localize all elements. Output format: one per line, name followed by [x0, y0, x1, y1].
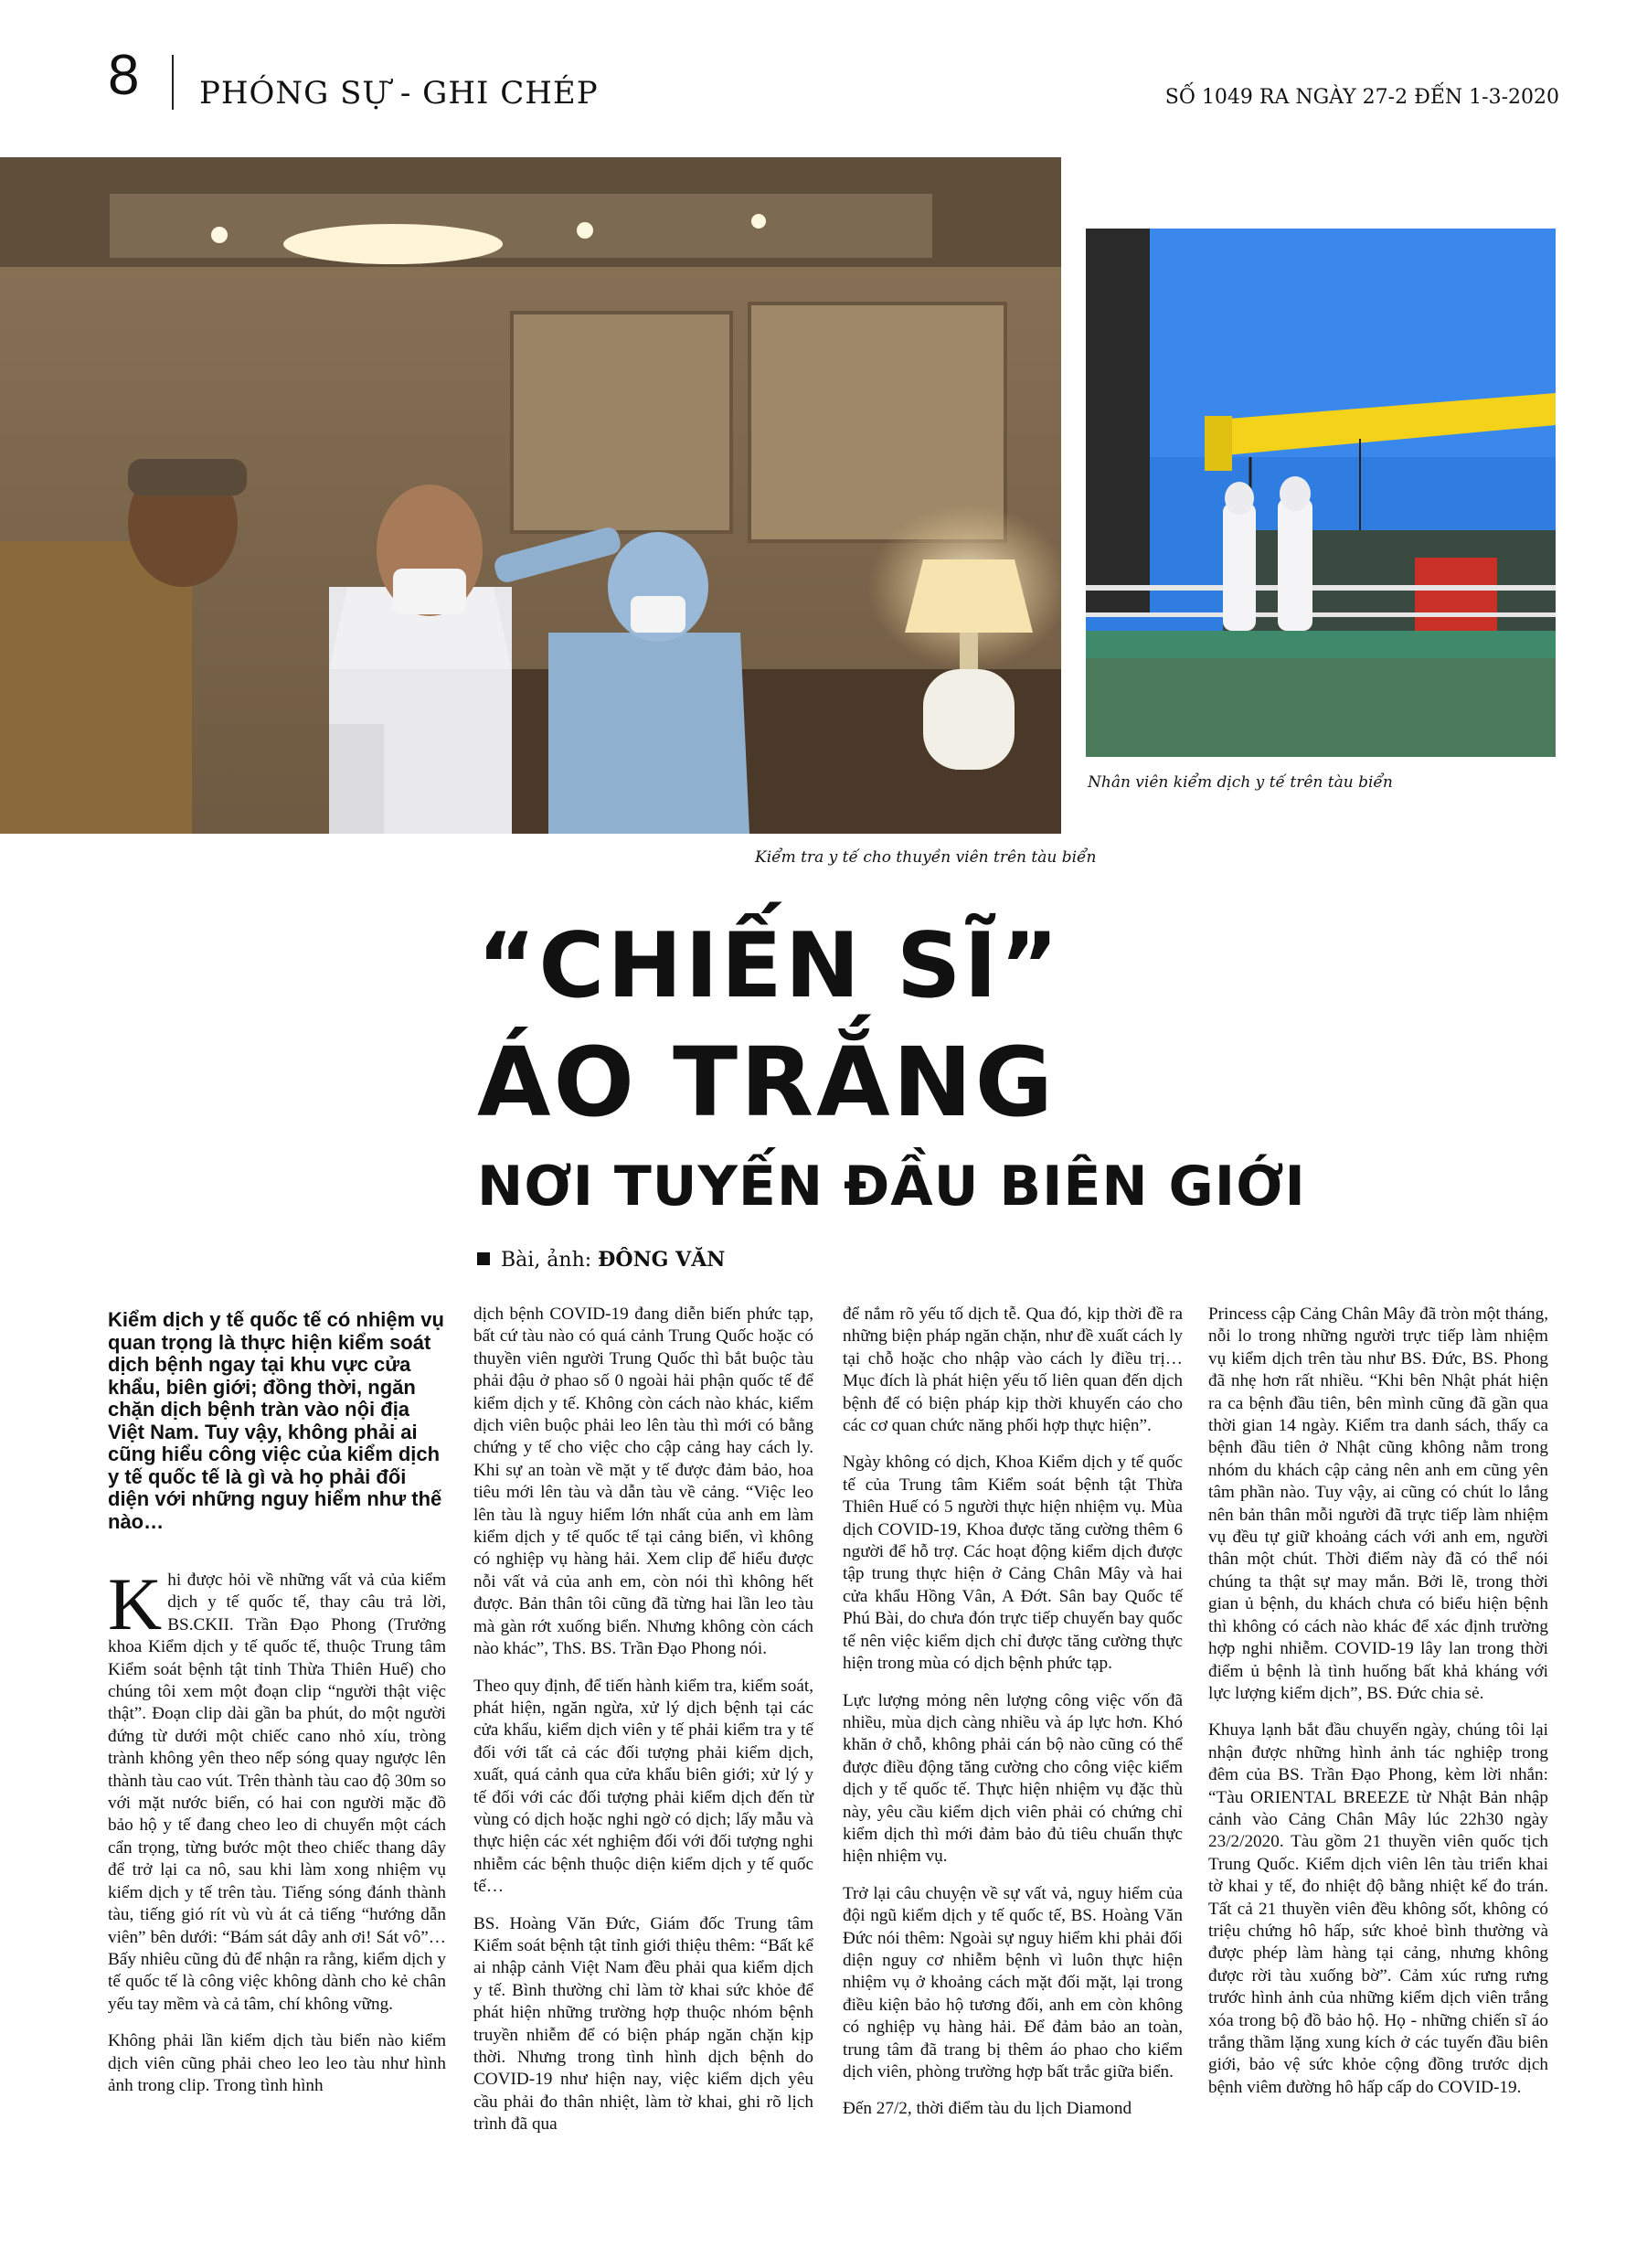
article-column-4: [1208, 1304, 1548, 2114]
article-column-3: [843, 1304, 1183, 2135]
byline-author: ĐÔNG VĂN: [598, 1248, 726, 1272]
headline-line-2: ÁO TRẮNG: [477, 1027, 1057, 1138]
article-paragraph: để nắm rõ yếu tố dịch tễ. Qua đó, kịp thời đề ra những biện pháp ngăn chặn, như đề xuất cách ly tại chỗ hoặc cho nhập vào cách ly điều trị… Mục đích là phát hiện yếu tố liên quan đến dịch bệnh để có biện pháp kịp thời khuyến cáo cho các cơ quan chức năng phối hợp thực hiện”.: [843, 1304, 1183, 1436]
headline-line-3: NƠI TUYẾN ĐẦU BIÊN GIỚI: [477, 1155, 1306, 1219]
headline-line-1: “CHIẾN SĨ”: [477, 914, 1062, 1018]
article-paragraph: Ngày không có dịch, Khoa Kiểm dịch y tế quốc tế của Trung tâm Kiểm soát bệnh tật Thừa Thiên Huế có 5 người thực hiện nhiệm vụ. Mùa dịch COVID-19, Khoa được tăng cường thêm 6 người để hỗ trợ. Các hoạt động kiểm dịch được tập trung thực hiện ở Cảng Chân Mây và hai cửa khẩu Hồng Vân, A Đớt. Sân bay Quốc tế Phú Bài, do chưa đón trực tiếp chuyến bay quốc tế nên việc kiểm dịch chỉ được tăng cường thực hiện trong mùa có dịch bệnh phức tạp.: [843, 1453, 1183, 1674]
photo-ship-deck: [1086, 229, 1556, 757]
article-column-1: [108, 1309, 446, 2112]
page-number: 8: [108, 44, 140, 107]
article-paragraph: Trở lại câu chuyện về sự vất vả, nguy hiểm của đội ngũ kiểm dịch y tế quốc tế, BS. Hoàng Văn Đức nói thêm: Ngoài sự nguy hiểm khi phải đối diện nguy cơ nhiễm bệnh vì luôn thực hiện nhiệm vụ ở khoảng cách mặt đối mặt, lại trong điều kiện bảo hộ tương đối, anh em còn không có nghiệp vụ hàng hải. Để đảm bảo an toàn, trung tâm đã trang bị thêm áo phao cho kiểm dịch viên, phòng trường hợp bất trắc giữa biển.: [843, 1883, 1183, 2082]
article-paragraph: [108, 1562, 446, 2016]
caption-main-photo: Kiểm tra y tế cho thuyền viên trên tàu biển: [755, 848, 1097, 867]
issue-info: SỐ 1049 RA NGÀY 27-2 ĐẾN 1-3-2020: [1164, 86, 1559, 109]
article-column-2: [473, 1304, 813, 2151]
byline-label: Bài, ảnh:: [501, 1249, 592, 1272]
article-paragraph: Theo quy định, để tiến hành kiểm tra, kiểm soát, phát hiện, ngăn ngừa, xử lý dịch bệnh tại các cửa khẩu, kiểm dịch viên y tế phải kiểm tra y tế đối với tất cả các đối tượng phải kiểm dịch, xuất, quá cảnh qua cửa khẩu biên giới; xử lý y tế đối với các đối tượng phải kiểm dịch đến từ vùng có dịch hoặc nghi ngờ có dịch; lấy mẫu và thực hiện các xét nghiệm đối với đối tượng nghi nhiễm các bệnh thuộc diện kiểm dịch y tế quốc tế…: [473, 1676, 813, 1897]
bullet-square-icon: [477, 1252, 490, 1265]
byline: [477, 1248, 725, 1272]
article-paragraph: BS. Hoàng Văn Đức, Giám đốc Trung tâm Kiểm soát bệnh tật tỉnh giới thiệu thêm: “Bất kể ai nhập cảnh Việt Nam đều phải qua kiểm dịch y tế. Bình thường chỉ làm tờ khai sức khỏe để phát hiện những trường hợp thuộc nhóm bệnh truyền nhiễm để có biện pháp ngăn chặn kịp thời. Nhưng trong tình hình dịch bệnh do COVID-19 như hiện nay, việc kiểm dịch yêu cầu phải đo thân nhiệt, làm tờ khai, ghi rõ lịch trình đã qua: [473, 1913, 813, 2135]
article-paragraph: Khuya lạnh bắt đầu chuyến ngày, chúng tôi lại nhận được những hình ảnh tác nghiệp trong đêm của BS. Trần Đạo Phong, kèm lời nhắn: “Tàu ORIENTAL BREEZE từ Nhật Bản nhập cảnh vào Cảng Chân Mây lúc 22h30 ngày 23/2/2020. Tàu gồm 21 thuyền viên quốc tịch Trung Quốc. Kiểm dịch viên lên tàu triển khai tờ khai y tế, đo nhiệt độ bằng nhiệt kế đo trán. Tất cả 21 thuyền viên đều không sốt, không có triệu chứng hô hấp, sức khoẻ bình thường và được phép làm hàng tại cảng, nhưng không được rời tàu xuống bờ”. Cảm xúc rưng rưng trước hình ảnh của những kiểm dịch viên trắng xóa trong bộ đồ bảo hộ. Họ - những chiến sĩ áo trắng thầm lặng xung kích ở các tuyến đầu biên giới, bảo vệ sức khỏe cộng đồng trước dịch bệnh viêm đường hô hấp cấp do COVID-19.: [1208, 1720, 1548, 2097]
article-paragraph: dịch bệnh COVID-19 đang diễn biến phức tạp, bất cứ tàu nào có quá cảnh Trung Quốc hoặc có thuyền viên người Trung Quốc thì bắt buộc tàu phải đậu ở phao số 0 ngoài hải phận quốc tế để kiểm dịch y tế. Không còn cách nào khác, kiểm dịch viên buộc phải leo lên tàu thì mới có bằng chứng y tế cho việc cho cập cảng hay cách ly. Khi sự an toàn về mặt y tế được đảm bảo, hoa tiêu mới lên tàu và dẫn tàu về cảng. “Việc leo lên tàu là nguy hiểm lớn nhất của anh em làm kiểm dịch y tế quốc tế tại cảng biển, vì không có nghiệp vụ hàng hải. Xem clip để hiểu được nỗi vất vả của anh em, còn nói thì không hết được. Bản thân tôi cũng đã từng hai lần leo tàu mà gàn rớt xuống biển. Nhưng không còn cách nào khác”, ThS. BS. Trần Đạo Phong nói.: [473, 1304, 813, 1659]
article-paragraph: Princess cập Cảng Chân Mây đã tròn một tháng, nỗi lo trong những người trực tiếp làm nhiệm vụ kiểm dịch trên tàu như BS. Đức, BS. Phong đã nhẹ hơn rất nhiều. “Khi bên Nhật phát hiện ra ca bệnh đầu tiên, bên mình cũng đã gần qua thời gian 14 ngày. Kiểm tra danh sách, thấy ca bệnh đầu tiên ở Nhật cũng không nằm trong nhóm du khách cập cảng nên anh em cũng yên tâm phần nào. Tuy vậy, ai cũng có chút lo lắng nên bản thân mỗi người đã trực tiếp làm nhiệm vụ đều tự giữ khoảng cách với anh em, người thân một chút. Thời điểm này đã có thể nói chúng ta thật sự may mắn. Bởi lẽ, trong thời gian ủ bệnh, du khách chưa có biểu hiện bệnh thì không có cách nào khác để xác định trường hợp nghi nhiễm. COVID-19 lây lan trong thời điểm ủ bệnh là tình huống bất khả kháng với lực lượng kiểm dịch”, BS. Đức chia sẻ.: [1208, 1304, 1548, 1703]
section-title: PHÓNG SỰ - GHI CHÉP: [199, 75, 599, 112]
article-lead: Kiểm dịch y tế quốc tế có nhiệm vụ quan trọng là thực hiện kiểm soát dịch bệnh ngay tại khu vực cửa khẩu, biên giới; đồng thời, ngăn chặn dịch bệnh tràn vào nội địa Việt Nam. Tuy vậy, không phải ai cũng hiểu công việc của kiểm dịch y tế quốc tế là gì và họ phải đối diện với những nguy hiểm như thế nào…: [108, 1308, 444, 1533]
drop-cap: K: [108, 1562, 163, 1645]
photo-medical-check: [0, 157, 1061, 834]
caption-ship-photo: Nhân viên kiểm dịch y tế trên tàu biển: [1088, 773, 1393, 792]
article-paragraph: Lực lượng mỏng nên lượng công việc vốn đã nhiều, mùa dịch càng nhiều và áp lực hơn. Khó khăn ở chỗ, không phải cán bộ nào cũng có thể được điều động tăng cường cho công việc kiểm dịch y tế quốc tế. Thực hiện nhiệm vụ đặc thù này, yêu cầu kiểm dịch viên phải có chứng chỉ kiểm dịch thì mới đảm bảo đủ tiêu chuẩn thực hiện nhiệm vụ.: [843, 1690, 1183, 1867]
article-paragraph: Đến 27/2, thời điểm tàu du lịch Diamond: [843, 2099, 1132, 2119]
article-paragraph: Không phải lần kiểm dịch tàu biển nào kiểm dịch viên cũng phải cheo leo leo tàu như hình ảnh trong clip. Trong tình hình: [108, 2031, 446, 2095]
header-divider: [172, 55, 174, 110]
paragraph-text: hi được hỏi về những vất vả của kiểm dịch y tế quốc tế, thay câu trả lời, BS.CKII. Trần Đạo Phong (Trưởng khoa Kiểm dịch y tế quốc tế, thuộc Trung tâm Kiểm soát bệnh tật tỉnh Thừa Thiên Huế) cho chúng tôi xem một đoạn clip “người thật việc thật”. Đoạn clip dài gần ba phút, do một người đứng từ dưới một chiếc cano nhỏ xíu, tròng trành không yên theo nếp sóng quay ngược lên thành tàu cao vút. Trên thành tàu cao độ 30m so với mặt nước biển, có hai con người mặc đồ bảo hộ y tế đang cheo leo di chuyển một cách cẩn trọng, từng bước một theo chiếc thang dây để trở lại ca nô, sau khi làm xong nhiệm vụ kiểm dịch y tế trên tàu. Tiếng sóng đánh thành tàu, tiếng gió rít vù vù át cả tiếng “hướng dẫn viên” bên dưới: “Bám sát dây anh ơi! Sát vô”… Bấy nhiêu cũng đủ để nhận ra rằng, kiểm dịch y tế quốc tế là công việc không dành cho kẻ chân yếu tay mềm và cả tâm, chí không vững.: [108, 1571, 446, 2014]
